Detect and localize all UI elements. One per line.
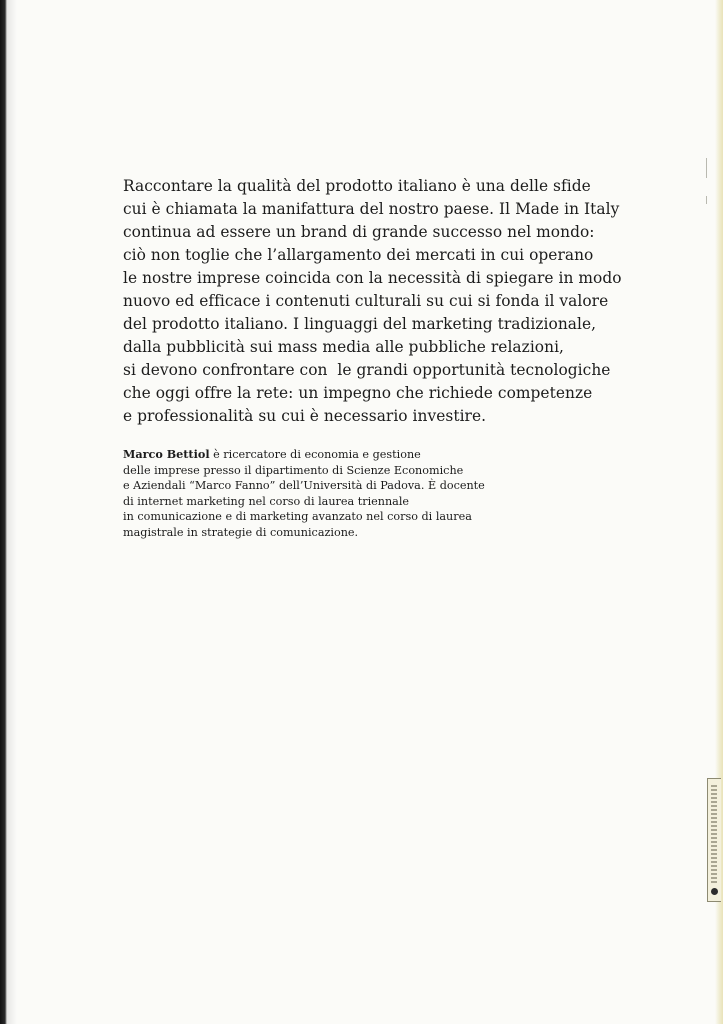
blurb-line: nuovo ed efficace i contenuti culturali su cui si fonda il valore — [123, 292, 609, 310]
author-bio-line: in comunicazione e di marketing avanzato nel corso di laurea — [123, 510, 472, 524]
blurb-line: e professionalità su cui è necessario investire. — [123, 407, 487, 425]
author-bio — [123, 447, 543, 541]
author-bio-first-line — [123, 447, 543, 463]
blurb-line: le nostre imprese coincida con la necessità di spiegare in modo — [123, 269, 622, 287]
book-binding-edge — [0, 0, 7, 1024]
author-bio-line: delle imprese presso il dipartimento di Scienze Economiche — [123, 463, 464, 477]
blurb-line: che oggi offre la rete: un impegno che richiede competenze — [123, 384, 593, 402]
library-sticker — [707, 778, 721, 902]
blurb-line: cui è chiamata la manifattura del nostro paese. Il Made in Italy — [123, 200, 620, 218]
author-name: Marco Bettiol — [123, 447, 210, 461]
page-edge-mark — [706, 196, 707, 204]
author-bio-line: di internet marketing nel corso di laurea triennale — [123, 494, 410, 508]
library-sticker-dot — [711, 888, 718, 895]
page-edge-mark — [706, 158, 707, 178]
blurb-line: dalla pubblicità sui mass media alle pubbliche relazioni, — [123, 338, 564, 356]
author-bio-line: magistrale in strategie di comunicazione. — [123, 525, 359, 539]
library-sticker-barcode — [711, 785, 717, 885]
author-bio-text: è ricercatore di economia e gestione — [209, 448, 421, 461]
back-cover-blurb — [123, 175, 622, 428]
author-bio-line: e Aziendali “Marco Fanno” dell’Università di Padova. È docente — [123, 479, 485, 493]
blurb-line: Raccontare la qualità del prodotto italiano è una delle sfide — [123, 177, 591, 195]
binding-shadow — [7, 0, 17, 1024]
blurb-line: si devono confrontare con le grandi opportunità tecnologiche — [123, 361, 611, 379]
blurb-line: ciò non toglie che l’allargamento dei mercati in cui operano — [123, 246, 594, 264]
blurb-line: del prodotto italiano. I linguaggi del marketing tradizionale, — [123, 315, 597, 333]
blurb-line: continua ad essere un brand di grande successo nel mondo: — [123, 223, 595, 241]
